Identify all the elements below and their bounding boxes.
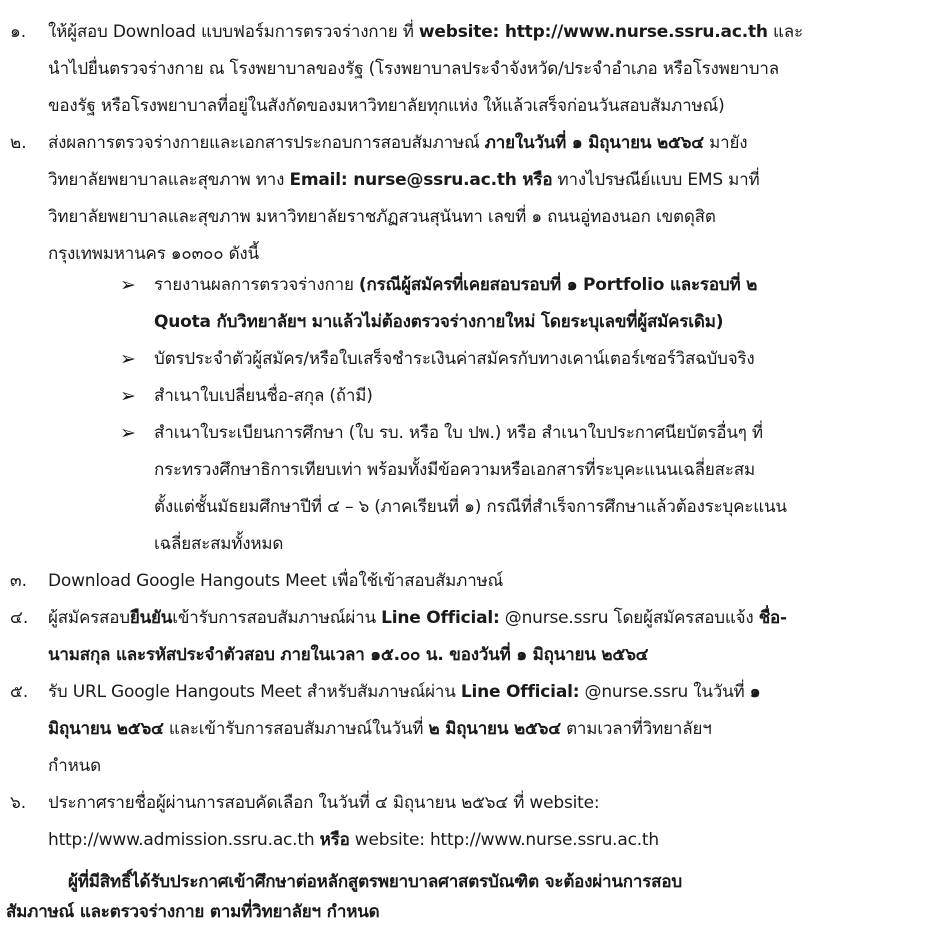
item-4-line-2: [48, 643, 648, 667]
subitem-4-line-3: [154, 495, 787, 519]
bold-text-run: ชื่อ-: [758, 608, 787, 628]
item-2-line-2: [48, 168, 760, 192]
item-1-line-1: [48, 20, 803, 44]
arrow-bullet-icon: ➢: [120, 348, 136, 370]
item-5-line-3: [48, 754, 101, 778]
text-run: สำเนาใบเปลี่ยนชื่อ-สกุล (ถ้ามี): [154, 386, 373, 406]
text-run: Download Google Hangouts Meet เพื่อใช้เข้าสอบสัมภาษณ์: [48, 571, 504, 591]
item-2-line-1: [48, 131, 747, 155]
item-2-line-4: [48, 242, 259, 266]
text-run: กรุงเทพมหานคร ๑๐๓๐๐ ดังนี้: [48, 244, 259, 264]
text-run: ตั้งแต่ชั้นมัธยมศึกษาปีที่ ๔ – ๖ (ภาคเรียนที่ ๑) กรณีที่สำเร็จการศึกษาแล้วต้องระบุคะแนน: [154, 497, 787, 517]
text-run: และเข้ารับการสอบสัมภาษณ์ในวันที่: [163, 719, 429, 739]
text-run: วิทยาลัยพยาบาลและสุขภาพ ทาง: [48, 170, 290, 190]
item-1-line-2: [48, 57, 779, 81]
text-run: ประกาศรายชื่อผู้ผ่านการสอบคัดเลือก ในวันที่ ๔ มิถุนายน ๒๕๖๔ ที่ website:: [48, 793, 600, 813]
item-4-number: ๔.: [10, 608, 29, 628]
bold-text-run: website: http://www.nurse.ssru.ac.th: [418, 22, 768, 42]
bold-text-run: Quota กับวิทยาลัยฯ มาแล้วไม่ต้องตรวจร่างกายใหม่ โดยระบุเลขที่ผู้สมัครเดิม): [154, 312, 724, 332]
arrow-bullet-icon: ➢: [120, 385, 136, 407]
bold-text-run: มิถุนายน ๒๕๖๔: [48, 719, 164, 739]
bold-text-run: ภายในวันที่ ๑ มิถุนายน ๒๕๖๔: [484, 133, 704, 153]
item-6-line-2: [48, 828, 659, 852]
bold-text-run: ผู้ที่มีสิทธิ์ได้รับประกาศเข้าศึกษาต่อหลักสูตรพยาบาลศาสตรบัณฑิต จะต้องผ่านการสอบ: [68, 872, 682, 892]
text-run: ทางไปรษณีย์แบบ EMS มาที่: [552, 170, 760, 190]
item-1-line-3: [48, 94, 725, 118]
text-run: รายงานผลการตรวจร่างกาย: [154, 275, 359, 295]
text-run: กระทรวงศึกษาธิการเทียบเท่า พร้อมทั้งมีข้อความหรือเอกสารที่ระบุคะแนนเฉลี่ยสะสม: [154, 460, 755, 480]
text-run: ตามเวลาที่วิทยาลัยฯ: [560, 719, 712, 739]
text-run: มายัง: [703, 133, 748, 153]
subitem-2-line-1: [154, 347, 755, 371]
text-run: บัตรประจำตัวผู้สมัคร/หรือใบเสร็จชำระเงินค่าสมัครกับทางเคาน์เตอร์เซอร์วิสฉบับจริง: [154, 349, 755, 369]
text-run: วิทยาลัยพยาบาลและสุขภาพ มหาวิทยาลัยราชภัฏสวนสุนันทา เลขที่ ๑ ถนนอู่ทองนอก เขตดุสิต: [48, 207, 716, 227]
text-run: นำไปยื่นตรวจร่างกาย ณ โรงพยาบาลของรัฐ (โรงพยาบาลประจำจังหวัด/ประจำอำเภอ หรือโรงพยาบาล: [48, 59, 779, 79]
item-6-line-1: [48, 791, 599, 815]
item-6-number: ๖.: [10, 793, 27, 813]
text-run: ของรัฐ หรือโรงพยาบาลที่อยู่ในสังกัดของมหาวิทยาลัยทุกแห่ง ให้แล้วเสร็จก่อนวันสอบสัมภาษณ์): [48, 96, 725, 116]
bold-text-run: หรือ: [319, 830, 350, 850]
subitem-1-line-1: [154, 273, 757, 297]
text-run: ให้ผู้สอบ Download แบบฟอร์มการตรวจร่างกาย ที่: [48, 22, 419, 42]
text-run: สำเนาใบระเบียนการศึกษา (ใบ รบ. หรือ ใบ ปพ.) หรือ สำเนาใบประกาศนียบัตรอื่นๆ ที่: [154, 423, 763, 443]
closing-line-2: [6, 900, 380, 924]
bold-text-run: Line Official:: [460, 682, 580, 702]
subitem-4-line-2: [154, 458, 755, 482]
text-run: @nurse.ssru โดยผู้สมัครสอบแจ้ง: [499, 608, 759, 628]
bold-text-run: Line Official:: [381, 608, 500, 628]
bold-text-run: สัมภาษณ์ และตรวจร่างกาย ตามที่วิทยาลัยฯ กำหนด: [6, 902, 380, 922]
item-2-number: ๒.: [10, 133, 27, 153]
text-run: และ: [767, 22, 803, 42]
arrow-bullet-icon: ➢: [120, 274, 136, 296]
bold-text-run: Email: nurse@ssru.ac.th หรือ: [289, 170, 553, 190]
item-3-line-1: [48, 569, 503, 593]
subitem-4-line-1: [154, 421, 763, 445]
bold-text-run: ยืนยัน: [129, 608, 173, 628]
text-run: @nurse.ssru ในวันที่: [579, 682, 750, 702]
item-4-line-1: [48, 606, 787, 630]
item-1-number: ๑.: [10, 22, 27, 42]
text-run: ผู้สมัครสอบ: [48, 608, 130, 628]
item-2-line-3: [48, 205, 716, 229]
subitem-1-line-2: [154, 310, 723, 334]
item-5-line-2: [48, 717, 712, 741]
bold-text-run: ๑: [749, 682, 761, 702]
text-run: รับ URL Google Hangouts Meet สำหรับสัมภาษณ์ผ่าน: [48, 682, 461, 702]
text-run: เฉลี่ยสะสมทั้งหมด: [154, 534, 284, 554]
text-run: http://www.admission.ssru.ac.th: [48, 830, 320, 850]
bold-text-run: ๒ มิถุนายน ๒๕๖๔: [428, 719, 561, 739]
text-run: กำหนด: [48, 756, 101, 776]
item-5-number: ๕.: [10, 682, 29, 702]
subitem-3-line-1: [154, 384, 373, 408]
text-run: website: http://www.nurse.ssru.ac.th: [349, 830, 659, 850]
closing-line-1: [68, 870, 682, 894]
bold-text-run: นามสกุล และรหัสประจำตัวสอบ ภายในเวลา ๑๕.๐๐ น. ของวันที่ ๑ มิถุนายน ๒๕๖๔: [48, 645, 649, 665]
bold-text-run: (กรณีผู้สมัครที่เคยสอบรอบที่ ๑ Portfolio และรอบที่ ๒: [358, 275, 758, 295]
item-5-line-1: [48, 680, 760, 704]
item-3-number: ๓.: [10, 571, 28, 591]
text-run: ส่งผลการตรวจร่างกายและเอกสารประกอบการสอบสัมภาษณ์: [48, 133, 485, 153]
subitem-4-line-4: [154, 532, 283, 556]
text-run: เข้ารับการสอบสัมภาษณ์ผ่าน: [172, 608, 382, 628]
arrow-bullet-icon: ➢: [120, 422, 136, 444]
